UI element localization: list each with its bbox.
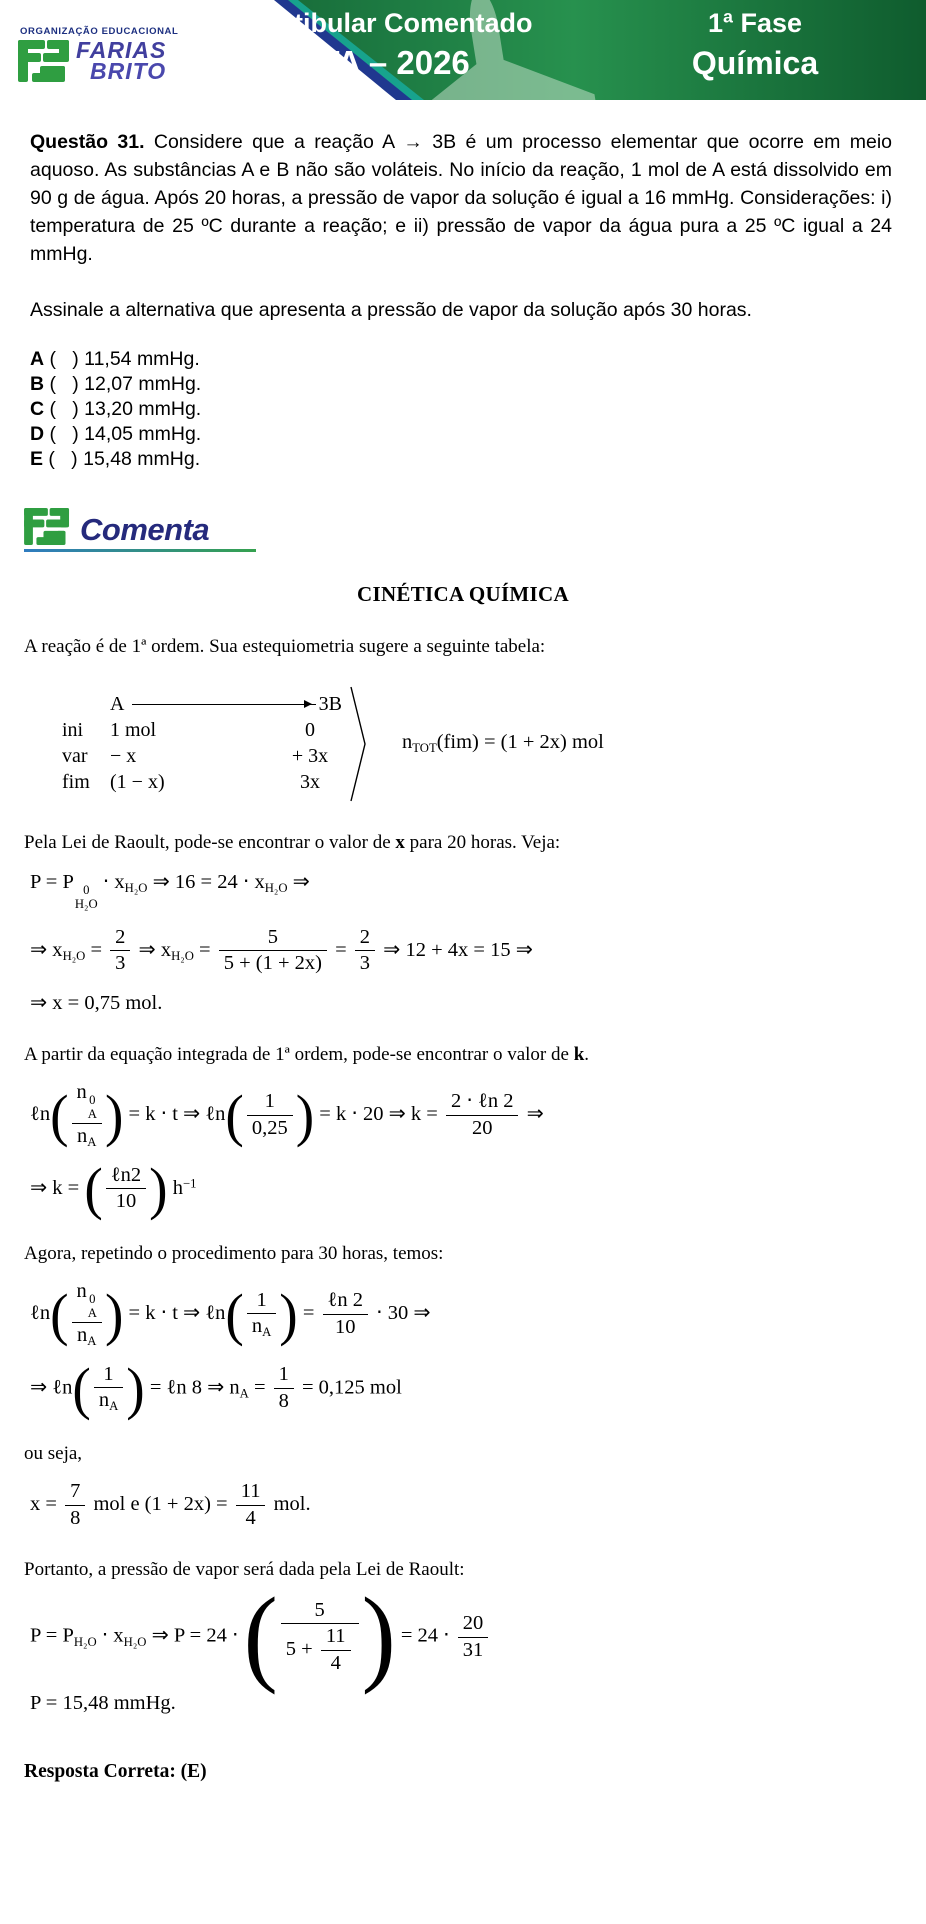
equation-block-30h xyxy=(30,1279,926,1421)
equation-line: P = 15,48 mmHg. xyxy=(30,1692,176,1715)
equation-line: ⇒ k = ( ℓn2 10 ) $h^{-1}$ xyxy=(30,1156,197,1221)
alt-letter: B xyxy=(30,373,45,395)
alternatives-list xyxy=(30,347,926,472)
table-brace xyxy=(350,685,368,803)
alt-text: 12,07 mmHg. xyxy=(84,373,202,395)
row-label: var xyxy=(62,745,88,767)
equation-block-final-raoult xyxy=(30,1577,926,1715)
equation-line: ℓn ( n 0 A nA ) = k ⋅ t ⇒ ℓn ( 1 nA ) = ℓn 2 10 ⋅ 30 ⇒ xyxy=(30,1279,431,1349)
stoichiometry-block xyxy=(62,685,926,803)
section-title: CINÉTICA QUÍMICA xyxy=(357,581,569,606)
alt-text: 15,48 mmHg. xyxy=(83,448,201,470)
row-value-b: + 3x xyxy=(291,745,329,767)
total-moles-expression: nTOT(fim) = (1 + 2x) mol xyxy=(402,730,604,756)
equation-line: ⇒ x = 0,75 mol. xyxy=(30,991,163,1014)
row-value-b: 3x xyxy=(300,771,320,793)
row-label: ini xyxy=(62,719,84,741)
alt-box: ( ) xyxy=(43,448,84,470)
portanto-paragraph: Portanto, a pressão de vapor será dada pela Lei de Raoult: xyxy=(24,1559,465,1581)
comenta-word: Comenta xyxy=(80,512,210,547)
banner-title-bottom: ITA – 2026 xyxy=(310,44,470,81)
fb-comenta-row xyxy=(24,508,256,545)
alternative-b xyxy=(30,372,926,397)
alt-letter: C xyxy=(30,398,45,420)
fb-mark-icon xyxy=(24,508,70,545)
org-label: ORGANIZAÇÃO EDUCACIONAL xyxy=(20,26,179,37)
alternative-c xyxy=(30,397,926,422)
row-value-a: (1 − x) xyxy=(110,771,165,793)
banner-subject: Química xyxy=(691,45,819,81)
brand-farias: FARIAS xyxy=(76,37,167,63)
raoult-paragraph: Pela Lei de Raoult, pode-se encontrar o valor de x para 20 horas. Veja: xyxy=(24,831,561,853)
equation-line: P = P 0 H₂O ⋅ xH₂O ⇒ 16 = 24 ⋅ xH₂O ⇒ xyxy=(30,870,310,911)
alternative-a xyxy=(30,347,926,372)
row-value-b: 0 xyxy=(305,719,315,741)
alt-text: 14,05 mmHg. xyxy=(84,423,202,445)
alt-box: ( ) xyxy=(44,373,85,395)
banner-right-group xyxy=(610,0,900,100)
ouseja-paragraph: ou seja, xyxy=(24,1443,83,1465)
alt-letter: E xyxy=(30,448,44,470)
banner-title-group xyxy=(230,0,550,100)
alternative-e xyxy=(30,447,926,472)
alt-box: ( ) xyxy=(44,423,85,445)
question-paragraph xyxy=(30,128,892,268)
question-prompt: Assinale a alternativa que apresenta a pressão de vapor da solução após 30 horas. xyxy=(30,299,752,321)
k-paragraph: A partir da equação integrada de 1ª ordem, pode-se encontrar o valor de k. xyxy=(24,1043,590,1065)
reaction-arrow-icon xyxy=(132,704,315,705)
comenta-underline xyxy=(24,549,256,552)
reaction-header xyxy=(110,693,342,716)
fb-comenta-logo xyxy=(24,508,256,552)
reactant-a: A xyxy=(110,693,125,715)
repeat-30h-paragraph: Agora, repetindo o procedimento para 30 horas, temos: xyxy=(24,1242,444,1264)
correct-answer: Resposta Correta: (E) xyxy=(24,1761,207,1783)
equation-line: x = $\frac{7}{8}$ mol e (1 + 2x) = $\frac{11}{4}$ mol. xyxy=(30,1480,311,1529)
question-label: Questão 31. xyxy=(30,131,145,153)
banner-title-top: Vestibular Comentado xyxy=(247,8,533,38)
alternative-d xyxy=(30,422,926,447)
farias-brito-logo xyxy=(18,37,167,85)
product-3b: 3B xyxy=(318,693,342,715)
question-body: Considere que a reação A → 3B é um processo elementar que ocorre em meio aquoso. As substâncias A e B não são voláteis. No início da reação, 1 mol de A está dissolvido em 90 g de água. Após 20 horas, a pressão de vapor da solução é igual a 16 mmHg. Considerações: i) temperatura de 25 ºC durante a reação; e ii) pressão de vapor da água pura a 25 ºC igual a 24 mmHg. xyxy=(30,131,892,265)
equation-line: ⇒ ℓn ( 1 nA ) = ℓn 8 ⇒ nA = $\frac{1}{8}$ = 0,125 mol xyxy=(30,1356,402,1421)
equation-line: ⇒ xH₂O = $\frac{2}{3}$ ⇒ xH₂O = $\frac{5}{5 + (1 + 2x)}$ = $\frac{2}{3}$ ⇒ 12 + 4x = 15 ⇒ xyxy=(30,925,533,975)
brand-brito: BRITO xyxy=(90,58,167,85)
equation-line: P = PH₂O ⋅ xH₂O ⇒ P = 24 ⋅ ( 5 5 + $\frac{11}{4}$ ) = 24 ⋅ $\frac{20}{31}$ xyxy=(30,1596,926,1678)
equation-line: ℓn ( n 0 A nA ) = k ⋅ t ⇒ ℓn ( 1 0,25 ) = k ⋅ 20 ⇒ k = 2 ⋅ ℓn 2 20 ⇒ xyxy=(30,1080,544,1150)
row-value-a: − x xyxy=(110,745,137,767)
equation-block-raoult-20h xyxy=(30,869,926,1015)
stoichiometry-table xyxy=(62,693,342,794)
row-label: fim xyxy=(62,771,90,793)
bottom-margin xyxy=(0,1783,926,1903)
intro-paragraph: A reação é de 1ª ordem. Sua estequiometria sugere a seguinte tabela: xyxy=(24,635,546,657)
alt-text: 11,54 mmHg. xyxy=(84,348,200,370)
header-banner xyxy=(0,0,926,100)
equation-block-k xyxy=(30,1080,926,1221)
row-value-a: 1 mol xyxy=(110,719,157,741)
alt-box: ( ) xyxy=(44,348,85,370)
fb-mark-icon xyxy=(18,40,70,82)
brand-text xyxy=(76,37,167,85)
equation-block-x-values xyxy=(30,1480,926,1530)
alt-letter: D xyxy=(30,423,45,445)
alt-box: ( ) xyxy=(44,398,85,420)
alt-text: 13,20 mmHg. xyxy=(84,398,202,420)
banner-phase: 1ª Fase xyxy=(707,8,803,38)
alt-letter: A xyxy=(30,348,45,370)
